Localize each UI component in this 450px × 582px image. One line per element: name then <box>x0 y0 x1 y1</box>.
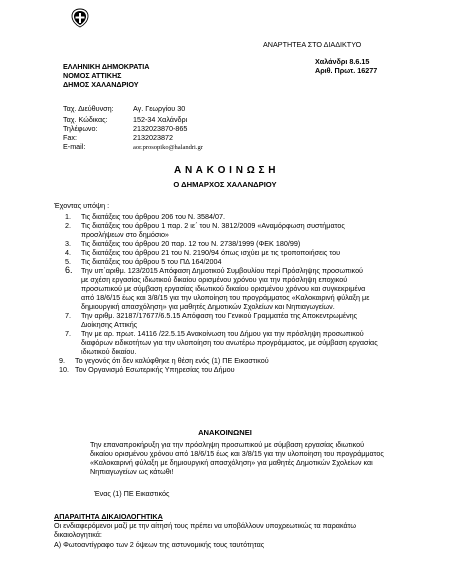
list-item <box>65 266 425 311</box>
contact-postcode <box>63 115 187 124</box>
item-text: Τον Οργανισμό Εσωτερικής Υπηρεσίας του Δήμου <box>75 365 235 374</box>
org-name-line3: ΔΗΜΟΣ ΧΑΛΑΝΔΡΙΟΥ <box>63 80 139 89</box>
document-item-a: Α) Φωτοαντίγραφο των 2 όψεων της αστυνομικής τους ταυτότητας <box>54 540 265 549</box>
position-line: Ένας (1) ΠΕ Εικαστικός <box>94 489 170 498</box>
date-line: Χαλάνδρι 8.6.15 <box>315 57 370 66</box>
greek-emblem-icon <box>70 8 90 28</box>
item-text: προσλήψεων στο δημόσιο» <box>81 230 169 239</box>
announce-line: «Καλοκαιρινή φύλαξη με δημιουργική απασχόληση» για μαθητές Δημοτικών Σχολείων και <box>90 458 373 467</box>
considerations-list <box>59 212 425 374</box>
item-number: 7. <box>65 311 71 320</box>
item-number: 3. <box>65 239 71 248</box>
protocol-number: Αριθ. Πρωτ. 16277 <box>315 66 378 75</box>
contact-email <box>63 142 203 152</box>
item-text: δημιουργική απασχόληση» για μαθητές Δημοτικών Σχολείων και Νηπιαγωγείων. <box>81 302 335 311</box>
list-item <box>65 329 425 356</box>
item-text: Την με αρ. πρωτ. 14116 /22.5.15 Ανακοίνωση του Δήμου για την πρόσληψη προσωπικού <box>81 329 364 338</box>
considerations-intro: Έχοντας υπόψη : <box>54 201 110 210</box>
item-text: ιδιωτικού δικαίου. <box>81 347 137 356</box>
item-text: προσωπικού με σύμβαση εργασίας ιδιωτικού δικαίου ορισμένου χρόνου και συγκεκριμένα <box>81 284 366 293</box>
item-text: Την αριθμ. 32187/17677/6.5.15 Απόφαση του Γενικού Γραμματέα της Αποκεντρωμένης <box>81 311 358 320</box>
org-name-line1: ΕΛΛΗΝΙΚΗ ΔΗΜΟΚΡΑΤΙΑ <box>63 62 150 71</box>
item-text: Τις διατάξεις του άρθρου 21 του Ν. 2190/94 όπως ισχύει με τις τροποποιήσεις του <box>81 248 341 257</box>
item-text: Τις διατάξεις του άρθρου 20 παρ. 12 του Ν. 2738/1999 (ΦΕΚ 180/99) <box>81 239 301 248</box>
item-number: 9. <box>59 356 65 365</box>
contact-label: Ταχ. Διεύθυνση: <box>63 104 114 113</box>
item-text: Τις διατάξεις του άρθρου 206 του Ν. 3584/07. <box>81 212 226 221</box>
item-number: 2. <box>65 221 71 230</box>
contact-label: Fax: <box>63 133 77 142</box>
announce-line: Την επαναπροκήρυξη για την πρόσληψη προσωπικού με σύμβαση εργασίας ιδιωτικού <box>90 440 365 449</box>
item-number: 7. <box>65 329 71 338</box>
list-item <box>59 356 425 365</box>
contact-value: Αγ. Γεωργίου 30 <box>133 104 186 113</box>
posting-note: ΑΝΑΡΤΗΤΕΑ ΣΤΟ ΔΙΑΔΙΚΤΥΟ <box>263 40 362 49</box>
item-number: 6. <box>65 265 73 275</box>
item-text: Τις διατάξεις του άρθρου 1 παρ. 2 ιε΄ του Ν. 3812/2009 «Αναμόρφωση συστήματος <box>81 221 345 230</box>
email-link[interactable]: aor.prosopiko@halandri.gr <box>133 144 203 151</box>
contact-fax <box>63 133 173 142</box>
list-item <box>65 257 425 266</box>
org-name-line2: ΝΟΜΟΣ ΑΤΤΙΚΗΣ <box>63 71 122 80</box>
item-number: 10. <box>59 365 69 374</box>
item-text: Το γεγονός ότι δεν καλύφθηκε η θέση ενός (1) ΠΕ Εικαστικού <box>75 356 269 365</box>
item-text: με σχέση εργασίας ιδιωτικού δικαίου ορισμένου χρόνου για την πρόσληψη εποχικού <box>81 275 348 284</box>
item-number: 4. <box>65 248 71 257</box>
list-item <box>65 221 425 239</box>
documents-heading: ΑΠΑΡΑΙΤΗΤΑ ΔΙΚΑΙΟΛΟΓΗΤΙΚΑ <box>54 512 163 521</box>
contact-label: Ταχ. Κώδικας: <box>63 115 108 124</box>
list-item <box>65 239 425 248</box>
item-number: 5. <box>65 257 71 266</box>
contact-value: 152-34 Χαλάνδρι <box>133 115 188 124</box>
contact-value: 2132023870-865 <box>133 124 188 133</box>
list-item <box>65 311 425 329</box>
announce-body <box>90 440 420 476</box>
item-text: Την υπ΄αριθμ. 123/2015 Απόφαση Δημοτικού Συμβουλίου περί Πρόσληψης προσωπικού <box>81 266 363 275</box>
contact-label: Τηλέφωνο: <box>63 124 98 133</box>
item-text: Τις διατάξεις του άρθρου 5 του ΠΔ 164/2004 <box>81 257 222 266</box>
list-item <box>59 365 425 374</box>
announce-line: δικαίου ορισμένου χρόνου από 18/6/15 έως και 3/8/15 για την υλοποίηση του προγράμματος <box>90 449 384 458</box>
announcement-subtitle: Ο ΔΗΜΑΡΧΟΣ ΧΑΛΑΝΔΡΙΟΥ <box>173 180 277 189</box>
list-item <box>65 212 425 221</box>
contact-phone <box>63 124 187 133</box>
announcement-title: Α Ν Α Κ Ο Ι Ν Ω Σ Η <box>173 165 277 176</box>
contact-label: E-mail: <box>63 142 86 151</box>
item-text: από 18/6/15 έως και 3/8/15 για την υλοποίηση του προγράμματος «Καλοκαιρινή φύλαξη με <box>81 293 370 302</box>
contact-value: 2132023872 <box>133 133 173 142</box>
item-text: Διοίκησης Αττικής <box>81 320 138 329</box>
announce-line: Νηπιαγωγείων ως κάτωθι! <box>90 467 174 476</box>
contact-address <box>63 104 185 113</box>
documents-intro-line: δικαιολογητικά: <box>54 530 102 539</box>
documents-intro-line: Οι ενδιαφερόμενοι μαζί με την αίτησή τους πρέπει να υποβάλλουν υποχρεωτικώς τα παρακάτω <box>54 521 356 530</box>
item-number: 1. <box>65 212 71 221</box>
list-item <box>65 248 425 257</box>
item-text: διαφόρων ειδικοτήτων για την υλοποίηση του ανωτέρω προγράμματος, με σύμβαση εργασίας <box>81 338 378 347</box>
announce-heading: ΑΝΑΚΟΙΝΩΝΕΙ <box>198 428 252 437</box>
